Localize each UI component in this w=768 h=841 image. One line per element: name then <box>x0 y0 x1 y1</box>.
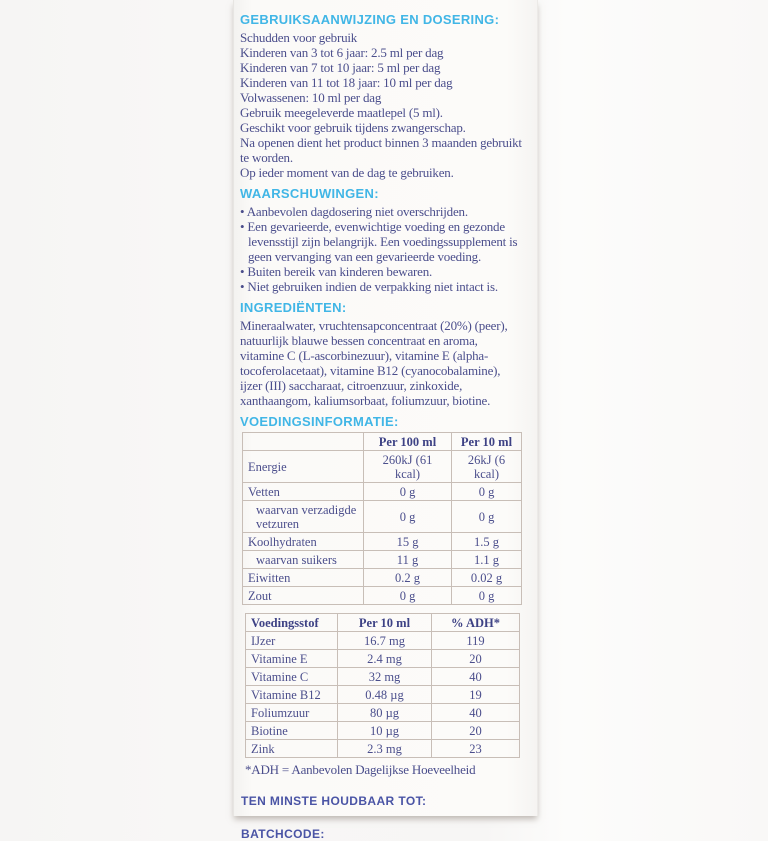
usage-line: Kinderen van 7 tot 10 jaar: 5 ml per dag <box>240 60 441 75</box>
warnings-heading: WAARSCHUWINGEN: <box>240 186 379 201</box>
usage-line: Volwassenen: 10 ml per dag <box>240 90 382 105</box>
value-per-10ml: 2.3 mg <box>338 740 432 758</box>
value-adh-percent: 119 <box>432 632 520 650</box>
usage-line: Gebruik meegeleverde maatlepel (5 ml). <box>240 105 443 120</box>
value-per-10ml: 80 µg <box>338 704 432 722</box>
row-label: waarvan suikers <box>243 551 364 569</box>
table-row <box>243 569 522 587</box>
table-row <box>243 551 522 569</box>
value-per-10ml: 16.7 mg <box>338 632 432 650</box>
usage-line: Op ieder moment van de dag te gebruiken. <box>240 165 454 180</box>
value-per-100ml: 0.2 g <box>364 569 452 587</box>
nutrition-heading: VOEDINGSINFORMATIE: <box>240 414 399 429</box>
warning-item <box>240 204 522 219</box>
header-nutrient: Voedingsstof <box>246 614 338 632</box>
value-per-100ml: 0 g <box>364 587 452 605</box>
table-header-row <box>243 433 522 451</box>
value-per-10ml: 26kJ (6 kcal) <box>452 451 522 483</box>
usage-line: Geschikt voor gebruik tijdens zwangerschap. <box>240 120 466 135</box>
header-empty <box>243 433 364 451</box>
row-label: Zink <box>246 740 338 758</box>
row-label: Koolhydraten <box>243 533 364 551</box>
row-label: waarvan verzadigde vetzuren <box>243 501 364 533</box>
ingredients-text: Mineraalwater, vruchtensapconcentraat (20%) (peer), natuurlijk blauwe bessen concentraat en aroma, vitamine C (L-ascorbinezuur), vitamine E (alpha-tocoferolacetaat), vitamine B12 (cyanocobalamine), ijzer (III) saccharaat, citroenzuur, zinkoxide, xanthaangom, kaliumsorbaat, foliumzuur, biotine. <box>240 318 508 408</box>
row-label: Foliumzuur <box>246 704 338 722</box>
warning-text: Aanbevolen dagdosering niet overschrijden. <box>246 204 468 219</box>
table-header-row <box>246 614 520 632</box>
section-traceability <box>241 794 522 841</box>
table-row <box>246 650 520 668</box>
value-adh-percent: 20 <box>432 722 520 740</box>
section-ingredients <box>240 300 522 408</box>
warning-item <box>240 279 522 294</box>
package-back-panel <box>233 0 538 841</box>
header-per-10ml: Per 10 ml <box>338 614 432 632</box>
value-adh-percent: 23 <box>432 740 520 758</box>
table-row <box>246 668 520 686</box>
table-row <box>243 587 522 605</box>
row-label: Eiwitten <box>243 569 364 587</box>
value-per-100ml: 15 g <box>364 533 452 551</box>
warning-text: Een gevarieerde, evenwichtige voeding en gezonde levensstijl zijn belangrijk. Een voedingssupplement is geen vervanging van een gevarieerde voeding. <box>247 219 518 264</box>
table-row <box>246 632 520 650</box>
usage-line: Na openen dient het product binnen 3 maanden gebruikt te worden. <box>240 135 522 165</box>
adh-footnote: *ADH = Aanbevolen Dagelijkse Hoeveelheid <box>245 762 476 777</box>
bullet-icon: • <box>240 219 245 234</box>
value-per-100ml: 0 g <box>364 501 452 533</box>
value-adh-percent: 40 <box>432 704 520 722</box>
warning-text: Buiten bereik van kinderen bewaren. <box>247 264 433 279</box>
usage-line: Kinderen van 3 tot 6 jaar: 2.5 ml per dag <box>240 45 444 60</box>
row-label: Energie <box>243 451 364 483</box>
row-label: Zout <box>243 587 364 605</box>
row-label: Vetten <box>243 483 364 501</box>
value-adh-percent: 40 <box>432 668 520 686</box>
bullet-icon: • <box>240 264 245 279</box>
ingredients-heading: INGREDIËNTEN: <box>240 300 347 315</box>
warning-item <box>240 219 522 264</box>
table-row <box>246 722 520 740</box>
row-label: Vitamine C <box>246 668 338 686</box>
table-row <box>243 533 522 551</box>
warning-item <box>240 264 522 279</box>
warning-text: Niet gebruiken indien de verpakking niet intact is. <box>247 279 498 294</box>
table-row <box>243 483 522 501</box>
table-row <box>243 451 522 483</box>
row-label: Vitamine E <box>246 650 338 668</box>
value-per-100ml: 260kJ (61 kcal) <box>364 451 452 483</box>
value-per-10ml: 0 g <box>452 483 522 501</box>
header-adh-percent: % ADH* <box>432 614 520 632</box>
usage-heading: GEBRUIKSAANWIJZING EN DOSERING: <box>240 12 500 27</box>
best-before-label: TEN MINSTE HOUDBAAR TOT: <box>241 794 427 808</box>
section-warnings <box>240 186 522 294</box>
value-per-10ml: 32 mg <box>338 668 432 686</box>
value-per-10ml: 1.5 g <box>452 533 522 551</box>
value-adh-percent: 19 <box>432 686 520 704</box>
value-per-10ml: 2.4 mg <box>338 650 432 668</box>
nutrition-table-adh <box>245 613 520 758</box>
value-per-10ml: 0.48 µg <box>338 686 432 704</box>
section-nutrition <box>240 414 522 777</box>
table-row <box>246 740 520 758</box>
bullet-icon: • <box>240 204 245 219</box>
nutrition-table-per-volume <box>242 432 522 605</box>
value-per-10ml: 0.02 g <box>452 569 522 587</box>
value-adh-percent: 20 <box>432 650 520 668</box>
value-per-100ml: 0 g <box>364 483 452 501</box>
table-row <box>246 686 520 704</box>
value-per-10ml: 0 g <box>452 501 522 533</box>
usage-line: Kinderen van 11 tot 18 jaar: 10 ml per dag <box>240 75 453 90</box>
header-per-100ml: Per 100 ml <box>364 433 452 451</box>
table-row <box>243 501 522 533</box>
row-label: Biotine <box>246 722 338 740</box>
value-per-10ml: 1.1 g <box>452 551 522 569</box>
value-per-10ml: 0 g <box>452 587 522 605</box>
table-row <box>246 704 520 722</box>
row-label: IJzer <box>246 632 338 650</box>
batchcode-label: BATCHCODE: <box>241 827 325 841</box>
row-label: Vitamine B12 <box>246 686 338 704</box>
header-per-10ml: Per 10 ml <box>452 433 522 451</box>
value-per-10ml: 10 µg <box>338 722 432 740</box>
value-per-100ml: 11 g <box>364 551 452 569</box>
usage-line: Schudden voor gebruik <box>240 30 358 45</box>
section-usage <box>240 12 522 180</box>
bullet-icon: • <box>240 279 245 294</box>
